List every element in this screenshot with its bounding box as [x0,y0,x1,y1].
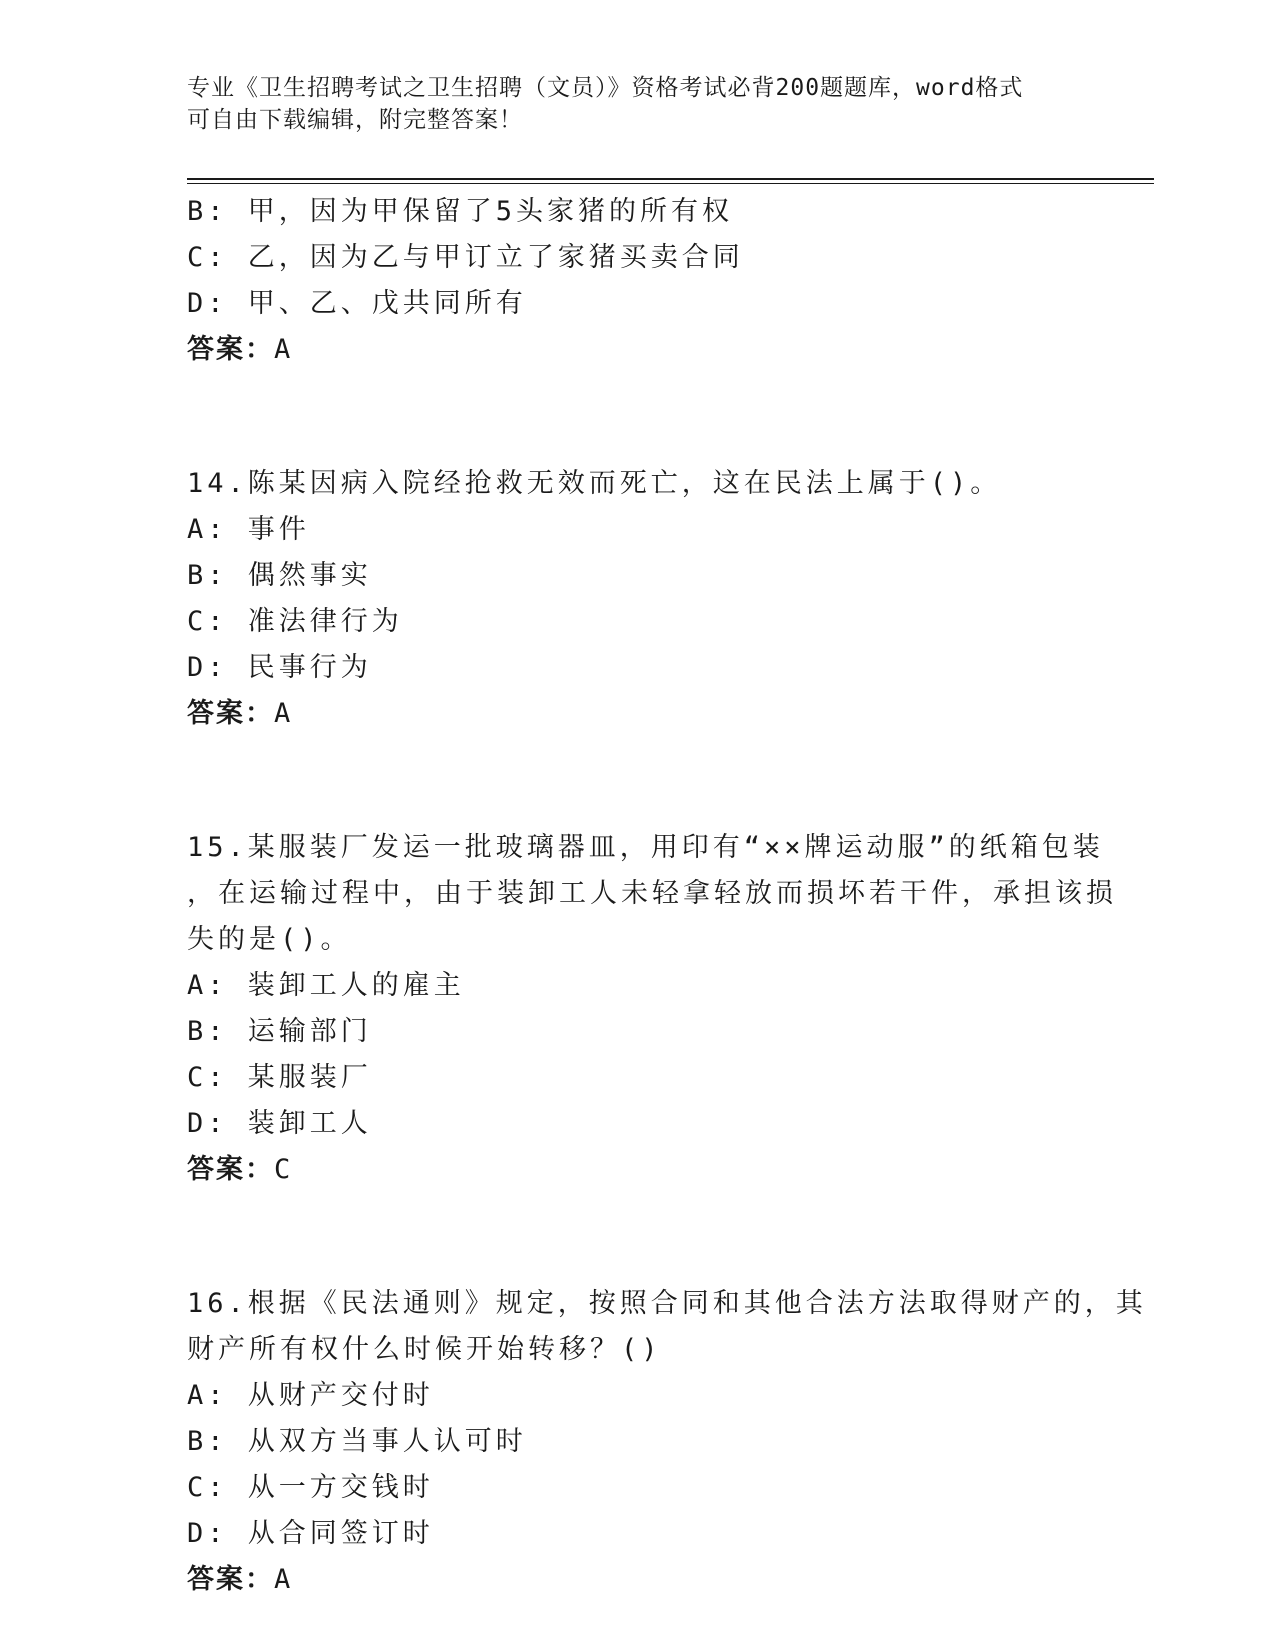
answer-label: 答案： [187,698,274,729]
header-divider-thin [187,183,1154,184]
answer-value: A [274,698,293,729]
option-a: A: 事件 [187,514,310,545]
option-c: C: 准法律行为 [187,606,403,637]
question-15 [187,825,1117,1193]
header-line-2: 可自由下载编辑，附完整答案！ [187,107,523,133]
answer-line [187,327,1077,373]
answer-label: 答案： [187,1154,274,1185]
question-list [187,189,1147,1603]
option-b: B: 偶然事实 [187,560,372,591]
answer-line [187,691,1077,737]
answer-value: A [274,334,293,365]
option-d: D: 甲、乙、戊共同所有 [187,288,527,319]
header-divider [187,178,1154,180]
answer-line [187,1557,1077,1603]
document-header [187,72,1067,136]
question-stem: 14.陈某因病入院经抢救无效而死亡，这在民法上属于()。 [187,468,1002,499]
question-stem-line-3: 失的是()。 [187,924,352,955]
answer-label: 答案： [187,334,274,365]
answer-line [187,1147,1077,1193]
option-c: C: 乙，因为乙与甲订立了家猪买卖合同 [187,242,744,273]
question-stem-line-1: 15.某服装厂发运一批玻璃器皿，用印有“××牌运动服”的纸箱包装 [187,832,1104,863]
option-d: D: 装卸工人 [187,1108,372,1139]
answer-value: A [274,1564,293,1595]
option-d: D: 民事行为 [187,652,372,683]
option-b: B: 甲，因为甲保留了5头家猪的所有权 [187,196,734,227]
header-line-1: 专业《卫生招聘考试之卫生招聘（文员）》资格考试必背200题题库，word格式 [187,75,1024,101]
question-stem-line-2: ，在运输过程中，由于装卸工人未轻拿轻放而损坏若干件，承担该损 [187,878,1117,909]
answer-label: 答案： [187,1564,274,1595]
option-c: C: 从一方交钱时 [187,1472,434,1503]
option-b: B: 运输部门 [187,1016,372,1047]
question-stem-line-2: 财产所有权什么时候开始转移？() [187,1334,662,1365]
option-c: C: 某服装厂 [187,1062,372,1093]
answer-value: C [274,1154,293,1185]
question-13-tail [187,189,1077,373]
option-a: A: 从财产交付时 [187,1380,434,1411]
question-16 [187,1281,1147,1603]
option-b: B: 从双方当事人认可时 [187,1426,527,1457]
question-14 [187,461,1077,737]
question-stem-line-1: 16.根据《民法通则》规定，按照合同和其他合法方法取得财产的，其 [187,1288,1147,1319]
option-a: A: 装卸工人的雇主 [187,970,465,1001]
option-d: D: 从合同签订时 [187,1518,434,1549]
